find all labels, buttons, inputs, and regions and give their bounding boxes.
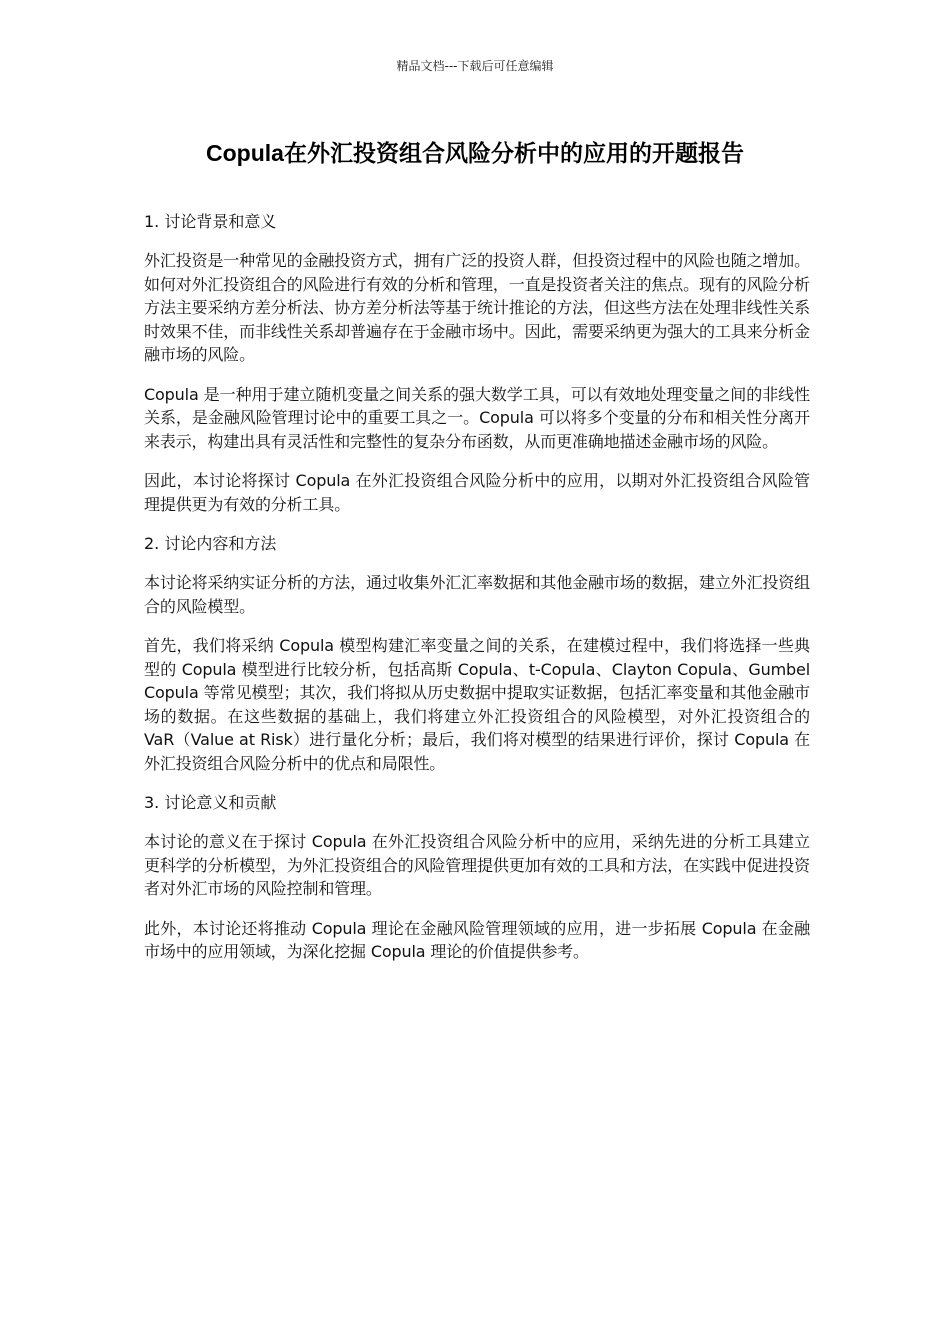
paragraph: 本讨论将采纳实证分析的方法，通过收集外汇汇率数据和其他金融市场的数据，建立外汇投资组合的风险模型。 [144, 573, 810, 616]
section-significance [144, 791, 810, 964]
section-heading: 3. 讨论意义和贡献 [144, 793, 277, 812]
paragraph: 本讨论的意义在于探讨 Copula 在外汇投资组合风险分析中的应用，采纳先进的分析工具建立更科学的分析模型，为外汇投资组合的风险管理提供更加有效的工具和方法，在实践中促进投资者对外汇市场的风险控制和管理。 [144, 832, 810, 898]
paragraph: 首先，我们将采纳 Copula 模型构建汇率变量之间的关系，在建模过程中，我们将选择一些典型的 Copula 模型进行比较分析，包括高斯 Copula、t-Copula、Clayton Copula、Gumbel Copula 等常见模型；其次，我们将拟从历史数据中提取实证数据，包括汇率变量和其他金融市场的数据。在这些数据的基础上，我们将建立外汇投资组合的风险模型，对外汇投资组合的 VaR（Value at Risk）进行量化分析；最后，我们将对模型的结果进行评价，探讨 Copula 在外汇投资组合风险分析中的优点和局限性。 [144, 636, 810, 773]
section-background [144, 210, 810, 516]
page-header: 精品文档---下载后可任意编辑 [396, 59, 554, 73]
paragraph: 因此，本讨论将探讨 Copula 在外汇投资组合风险分析中的应用，以期对外汇投资组合风险管理提供更为有效的分析工具。 [144, 471, 810, 514]
paragraph: Copula 是一种用于建立随机变量之间关系的强大数学工具，可以有效地处理变量之间的非线性关系，是金融风险管理讨论中的重要工具之一。Copula 可以将多个变量的分布和相关性分离开来表示，构建出具有灵活性和完整性的复杂分布函数，从而更准确地描述金融市场的风险。 [144, 384, 810, 451]
paragraph: 此外，本讨论还将推动 Copula 理论在金融风险管理领域的应用，进一步拓展 Copula 在金融市场中的应用领域，为深化挖掘 Copula 理论的价值提供参考。 [144, 918, 810, 961]
section-heading: 1. 讨论背景和意义 [144, 212, 277, 231]
document-title: Copula在外汇投资组合风险分析中的应用的开题报告 [206, 140, 744, 166]
section-content-methods [144, 532, 810, 775]
paragraph: 外汇投资是一种常见的金融投资方式，拥有广泛的投资人群，但投资过程中的风险也随之增加。如何对外汇投资组合的风险进行有效的分析和管理，一直是投资者关注的焦点。现有的风险分析方法主要采纳方差分析法、协方差分析法等基于统计推论的方法，但这些方法在处理非线性关系时效果不佳，而非线性关系却普遍存在于金融市场中。因此，需要采纳更为强大的工具来分析金融市场的风险。 [144, 251, 810, 364]
section-heading: 2. 讨论内容和方法 [144, 534, 277, 553]
document-body [144, 210, 810, 980]
